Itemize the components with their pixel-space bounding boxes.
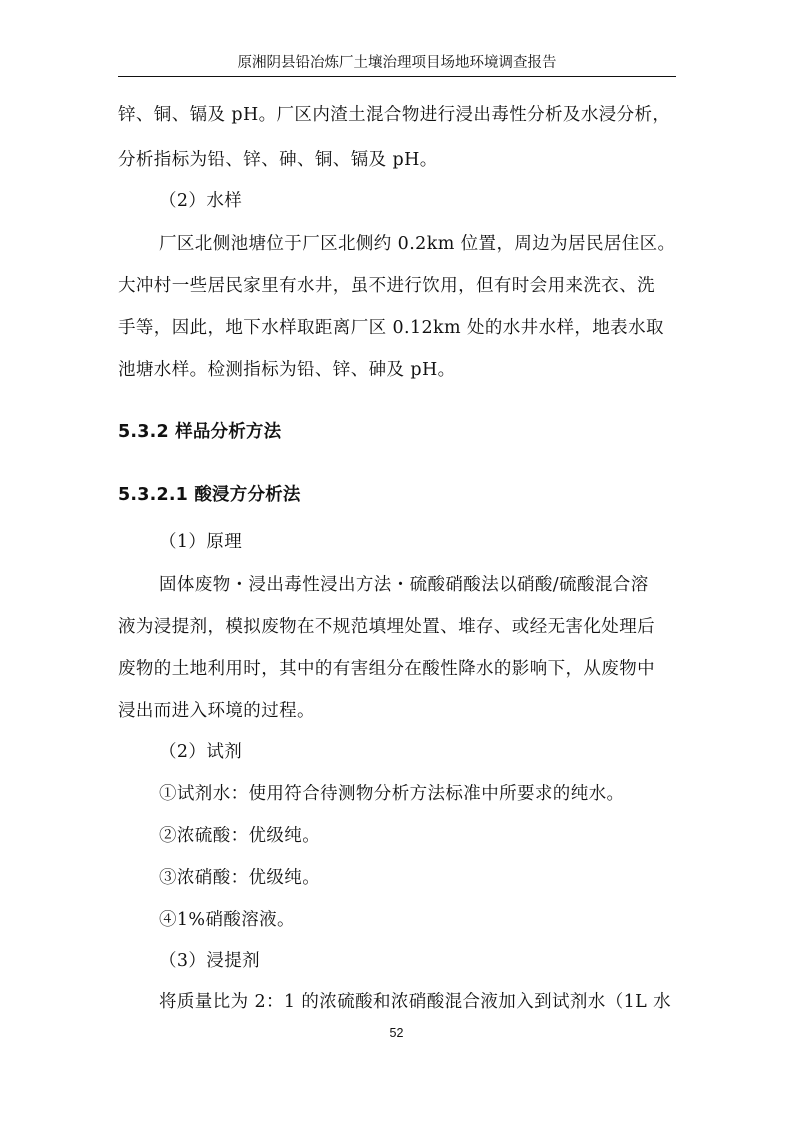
reagent-item: ③浓硝酸：优级纯。 [159,868,321,888]
section-heading-5-3-2-1: 5.3.2.1 酸浸方分析法 [118,485,301,505]
reagent-item: ①试剂水：使用符合待测物分析方法标准中所要求的纯水。 [159,784,625,804]
subsection-label-extractant: （3）浸提剂 [159,951,261,971]
paragraph-line: 废物的土地利用时，其中的有害组分在酸性降水的影响下，从废物中 [118,659,655,679]
reagent-item: ④1%硝酸溶液。 [159,910,295,930]
subsection-label-principle: （1）原理 [159,532,243,552]
paragraph-line: 厂区北侧池塘位于厂区北侧约 0.2km 位置，周边为居民居住区。 [159,234,676,254]
paragraph-line: 分析指标为铅、锌、砷、铜、镉及 pH。 [118,150,438,170]
paragraph-line: 固体废物・浸出毒性浸出方法・硫酸硝酸法以硝酸/硫酸混合溶 [159,575,649,595]
subsection-label-reagents: （2）试剂 [159,742,243,762]
section-heading-5-3-2: 5.3.2 样品分析方法 [118,422,282,442]
report-title: 原湘阴县铅冶炼厂土壤治理项目场地环境调查报告 [237,55,557,71]
paragraph-line: 池塘水样。检测指标为铅、锌、砷及 pH。 [118,360,456,380]
paragraph-line: 液为浸提剂，模拟废物在不规范填埋处置、堆存、或经无害化处理后 [118,617,655,637]
page-number: 52 [389,1026,404,1040]
paragraph-line: 手等，因此，地下水样取距离厂区 0.12km 处的水井水样，地表水取 [118,318,664,338]
paragraph-line: 浸出而进入环境的过程。 [118,701,315,721]
subsection-label-water-sample: （2）水样 [159,191,243,211]
header-divider [118,76,676,77]
paragraph-line: 锌、铜、镉及 pH。厂区内渣土混合物进行浸出毒性分析及水浸分析， [118,105,671,125]
paragraph-line: 将质量比为 2：1 的浓硫酸和浓硝酸混合液加入到试剂水（1L 水 [159,992,672,1012]
reagent-item: ②浓硫酸：优级纯。 [159,826,321,846]
paragraph-line: 大冲村一些居民家里有水井，虽不进行饮用，但有时会用来洗衣、洗 [118,276,655,296]
